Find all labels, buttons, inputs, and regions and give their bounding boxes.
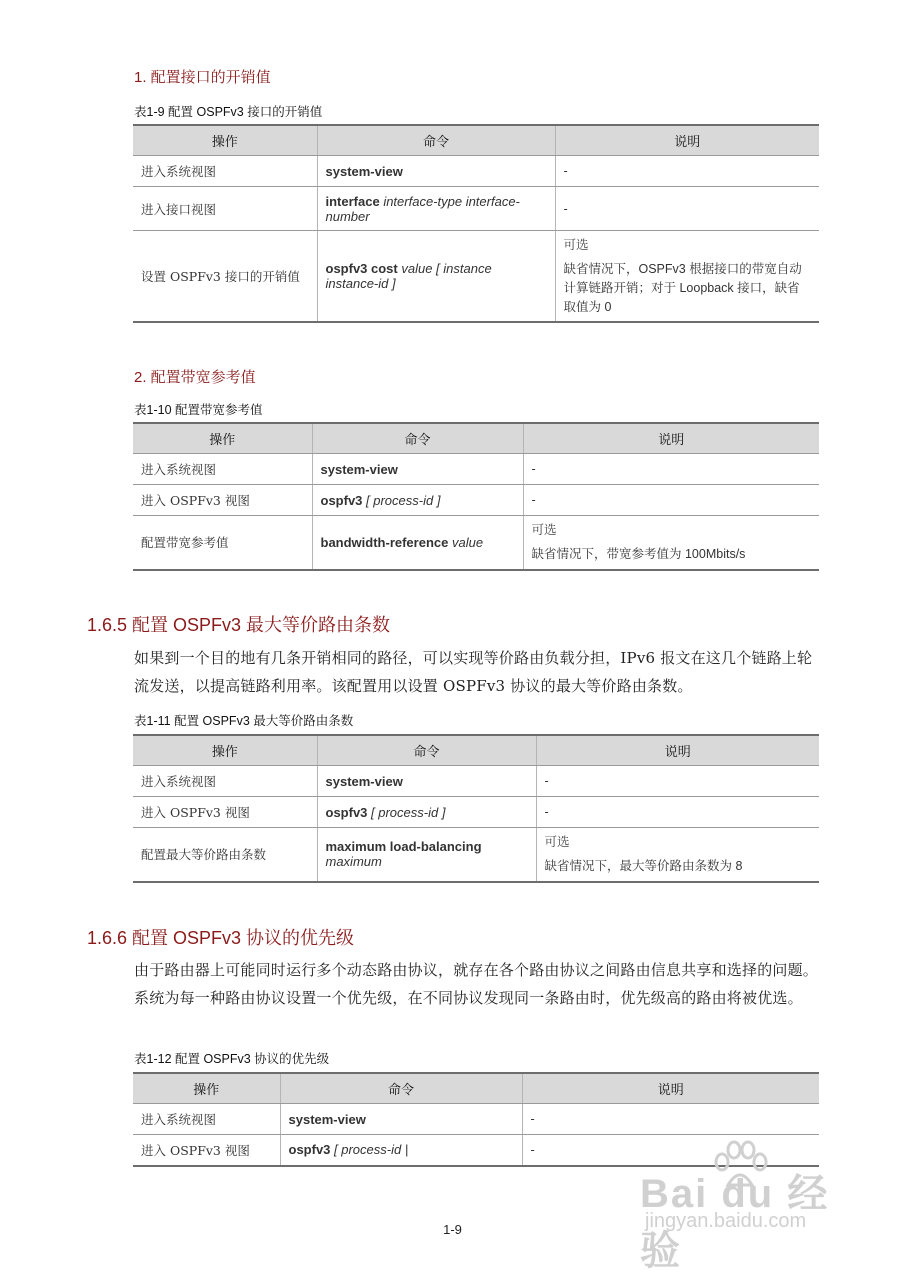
command-cell xyxy=(312,516,523,570)
command-args: [ process-id ] xyxy=(367,804,446,820)
table-caption: 表1-12 配置 OSPFv3 协议的优先级 xyxy=(134,1052,330,1066)
table-row xyxy=(133,766,819,797)
command-cell xyxy=(280,1104,522,1135)
table-header-row xyxy=(133,735,819,766)
optional-label: 可选 xyxy=(544,834,570,850)
description-text: 缺省情况下，带宽参考值为 100Mbits/s xyxy=(531,547,746,562)
optional-label: 可选 xyxy=(563,237,589,252)
column-header: 操作 xyxy=(133,125,317,156)
column-header: 说明 xyxy=(522,1073,819,1104)
table-header-row xyxy=(133,1073,819,1104)
optional-label: 可选 xyxy=(531,522,557,538)
command-cell xyxy=(312,485,523,516)
operation-cell: 进入 OSPFv3 视图 xyxy=(133,485,312,516)
section-heading: 2. 配置带宽参考值 xyxy=(134,369,256,386)
column-header: 命令 xyxy=(317,125,555,156)
column-header: 命令 xyxy=(280,1073,522,1104)
operation-cell: 配置最大等价路由条数 xyxy=(133,828,317,882)
table-header-row xyxy=(133,125,819,156)
table-max-load-balancing xyxy=(133,734,819,883)
command-cell xyxy=(280,1135,522,1166)
command-keyword: bandwidth-reference xyxy=(320,534,449,550)
table-row xyxy=(133,516,819,570)
operation-cell: 进入 OSPFv3 视图 xyxy=(133,1135,280,1166)
operation-cell: 进入系统视图 xyxy=(133,454,312,485)
operation-cell: 进入系统视图 xyxy=(133,156,317,187)
command-cell xyxy=(317,828,536,882)
command-cell xyxy=(317,766,536,797)
operation-cell: 进入 OSPFv3 视图 xyxy=(133,797,317,828)
baidu-watermark xyxy=(640,1140,860,1273)
command-cell xyxy=(317,797,536,828)
page-number: 1-9 xyxy=(443,1222,462,1237)
table-caption: 表1-10 配置带宽参考值 xyxy=(134,403,263,417)
description-cell xyxy=(523,516,819,570)
description-cell: - xyxy=(523,454,819,485)
column-header: 说明 xyxy=(523,423,819,454)
description-cell xyxy=(536,828,819,882)
column-header: 操作 xyxy=(133,1073,280,1104)
command-keyword: system-view xyxy=(325,163,403,179)
section-paragraph: 如果到一个目的地有几条开销相同的路径，可以实现等价路由负载分担，IPv6 报文在这几个链路上轮流发送，以提高链路利用率。该配置用以设置 OSPFv3 协议的最大等价路由条数。 xyxy=(134,649,813,695)
operation-cell: 进入接口视图 xyxy=(133,187,317,231)
command-keyword: maximum load-balancing xyxy=(325,839,482,855)
column-header: 说明 xyxy=(555,125,819,156)
command-args: maximum xyxy=(325,854,382,870)
command-args: [ process-id | xyxy=(330,1142,409,1158)
command-args: value xyxy=(448,534,484,550)
section-heading: 1. 配置接口的开销值 xyxy=(134,69,271,86)
table-header-row xyxy=(133,423,819,454)
table-row xyxy=(133,485,819,516)
table-row xyxy=(133,231,819,323)
table-row xyxy=(133,1104,819,1135)
operation-cell: 进入系统视图 xyxy=(133,766,317,797)
description-text: 缺省情况下，最大等价路由条数为 8 xyxy=(544,859,743,874)
description-cell: - xyxy=(555,156,819,187)
description-cell xyxy=(555,231,819,323)
column-header: 说明 xyxy=(536,735,819,766)
table-caption: 表1-9 配置 OSPFv3 接口的开销值 xyxy=(134,105,323,119)
command-keyword: ospfv3 xyxy=(325,804,368,820)
table-row xyxy=(133,156,819,187)
command-keyword: ospfv3 cost xyxy=(325,261,398,276)
command-keyword: ospfv3 xyxy=(288,1142,331,1158)
command-cell xyxy=(317,231,555,323)
command-keyword: system-view xyxy=(288,1111,366,1127)
description-cell: - xyxy=(530,1142,535,1157)
watermark-url: jingyan.baidu.com xyxy=(645,1210,807,1232)
description-cell: - xyxy=(536,797,819,828)
watermark-logo-text: Bai du 经验 xyxy=(640,1172,830,1273)
description-cell: - xyxy=(536,766,819,797)
table-row xyxy=(133,797,819,828)
table-interface-cost xyxy=(133,124,819,323)
table-caption: 表1-11 配置 OSPFv3 最大等价路由条数 xyxy=(134,714,354,728)
column-header: 操作 xyxy=(133,423,312,454)
section-heading: 1.6.6 配置 OSPFv3 协议的优先级 xyxy=(87,928,355,948)
command-keyword: interface xyxy=(325,193,380,209)
operation-cell: 进入系统视图 xyxy=(133,1104,280,1135)
command-args: [ process-id ] xyxy=(362,492,441,508)
table-bandwidth-reference xyxy=(133,422,819,571)
description-cell: - xyxy=(555,187,819,231)
table-row xyxy=(133,187,819,231)
operation-cell: 配置带宽参考值 xyxy=(133,516,312,570)
command-keyword: ospfv3 xyxy=(320,492,363,508)
description-cell: - xyxy=(522,1104,819,1135)
command-args: interface-type interface-number xyxy=(325,193,520,224)
operation-cell: 设置 OSPFv3 接口的开销值 xyxy=(133,231,317,323)
column-header: 命令 xyxy=(317,735,536,766)
command-cell xyxy=(312,454,523,485)
description-cell: - xyxy=(523,485,819,516)
section-paragraph: 由于路由器上可能同时运行多个动态路由协议，就存在各个路由协议之间路由信息共享和选择的问题。系统为每一种路由协议设置一个优先级，在不同协议发现同一条路由时，优先级高的路由将被优选。 xyxy=(134,961,819,1007)
section-heading: 1.6.5 配置 OSPFv3 最大等价路由条数 xyxy=(87,615,391,635)
table-row xyxy=(133,828,819,882)
command-cell xyxy=(317,156,555,187)
column-header: 操作 xyxy=(133,735,317,766)
command-keyword: system-view xyxy=(320,461,398,477)
command-cell xyxy=(317,187,555,231)
command-keyword: system-view xyxy=(325,773,403,789)
column-header: 命令 xyxy=(312,423,523,454)
table-row xyxy=(133,454,819,485)
description-text: 缺省情况下，OSPFv3 根据接口的带宽自动计算链路开销；对于 Loopback 接口，缺省取值为 0 xyxy=(563,262,802,314)
command-args: value [ instance instance-id ] xyxy=(325,261,492,291)
